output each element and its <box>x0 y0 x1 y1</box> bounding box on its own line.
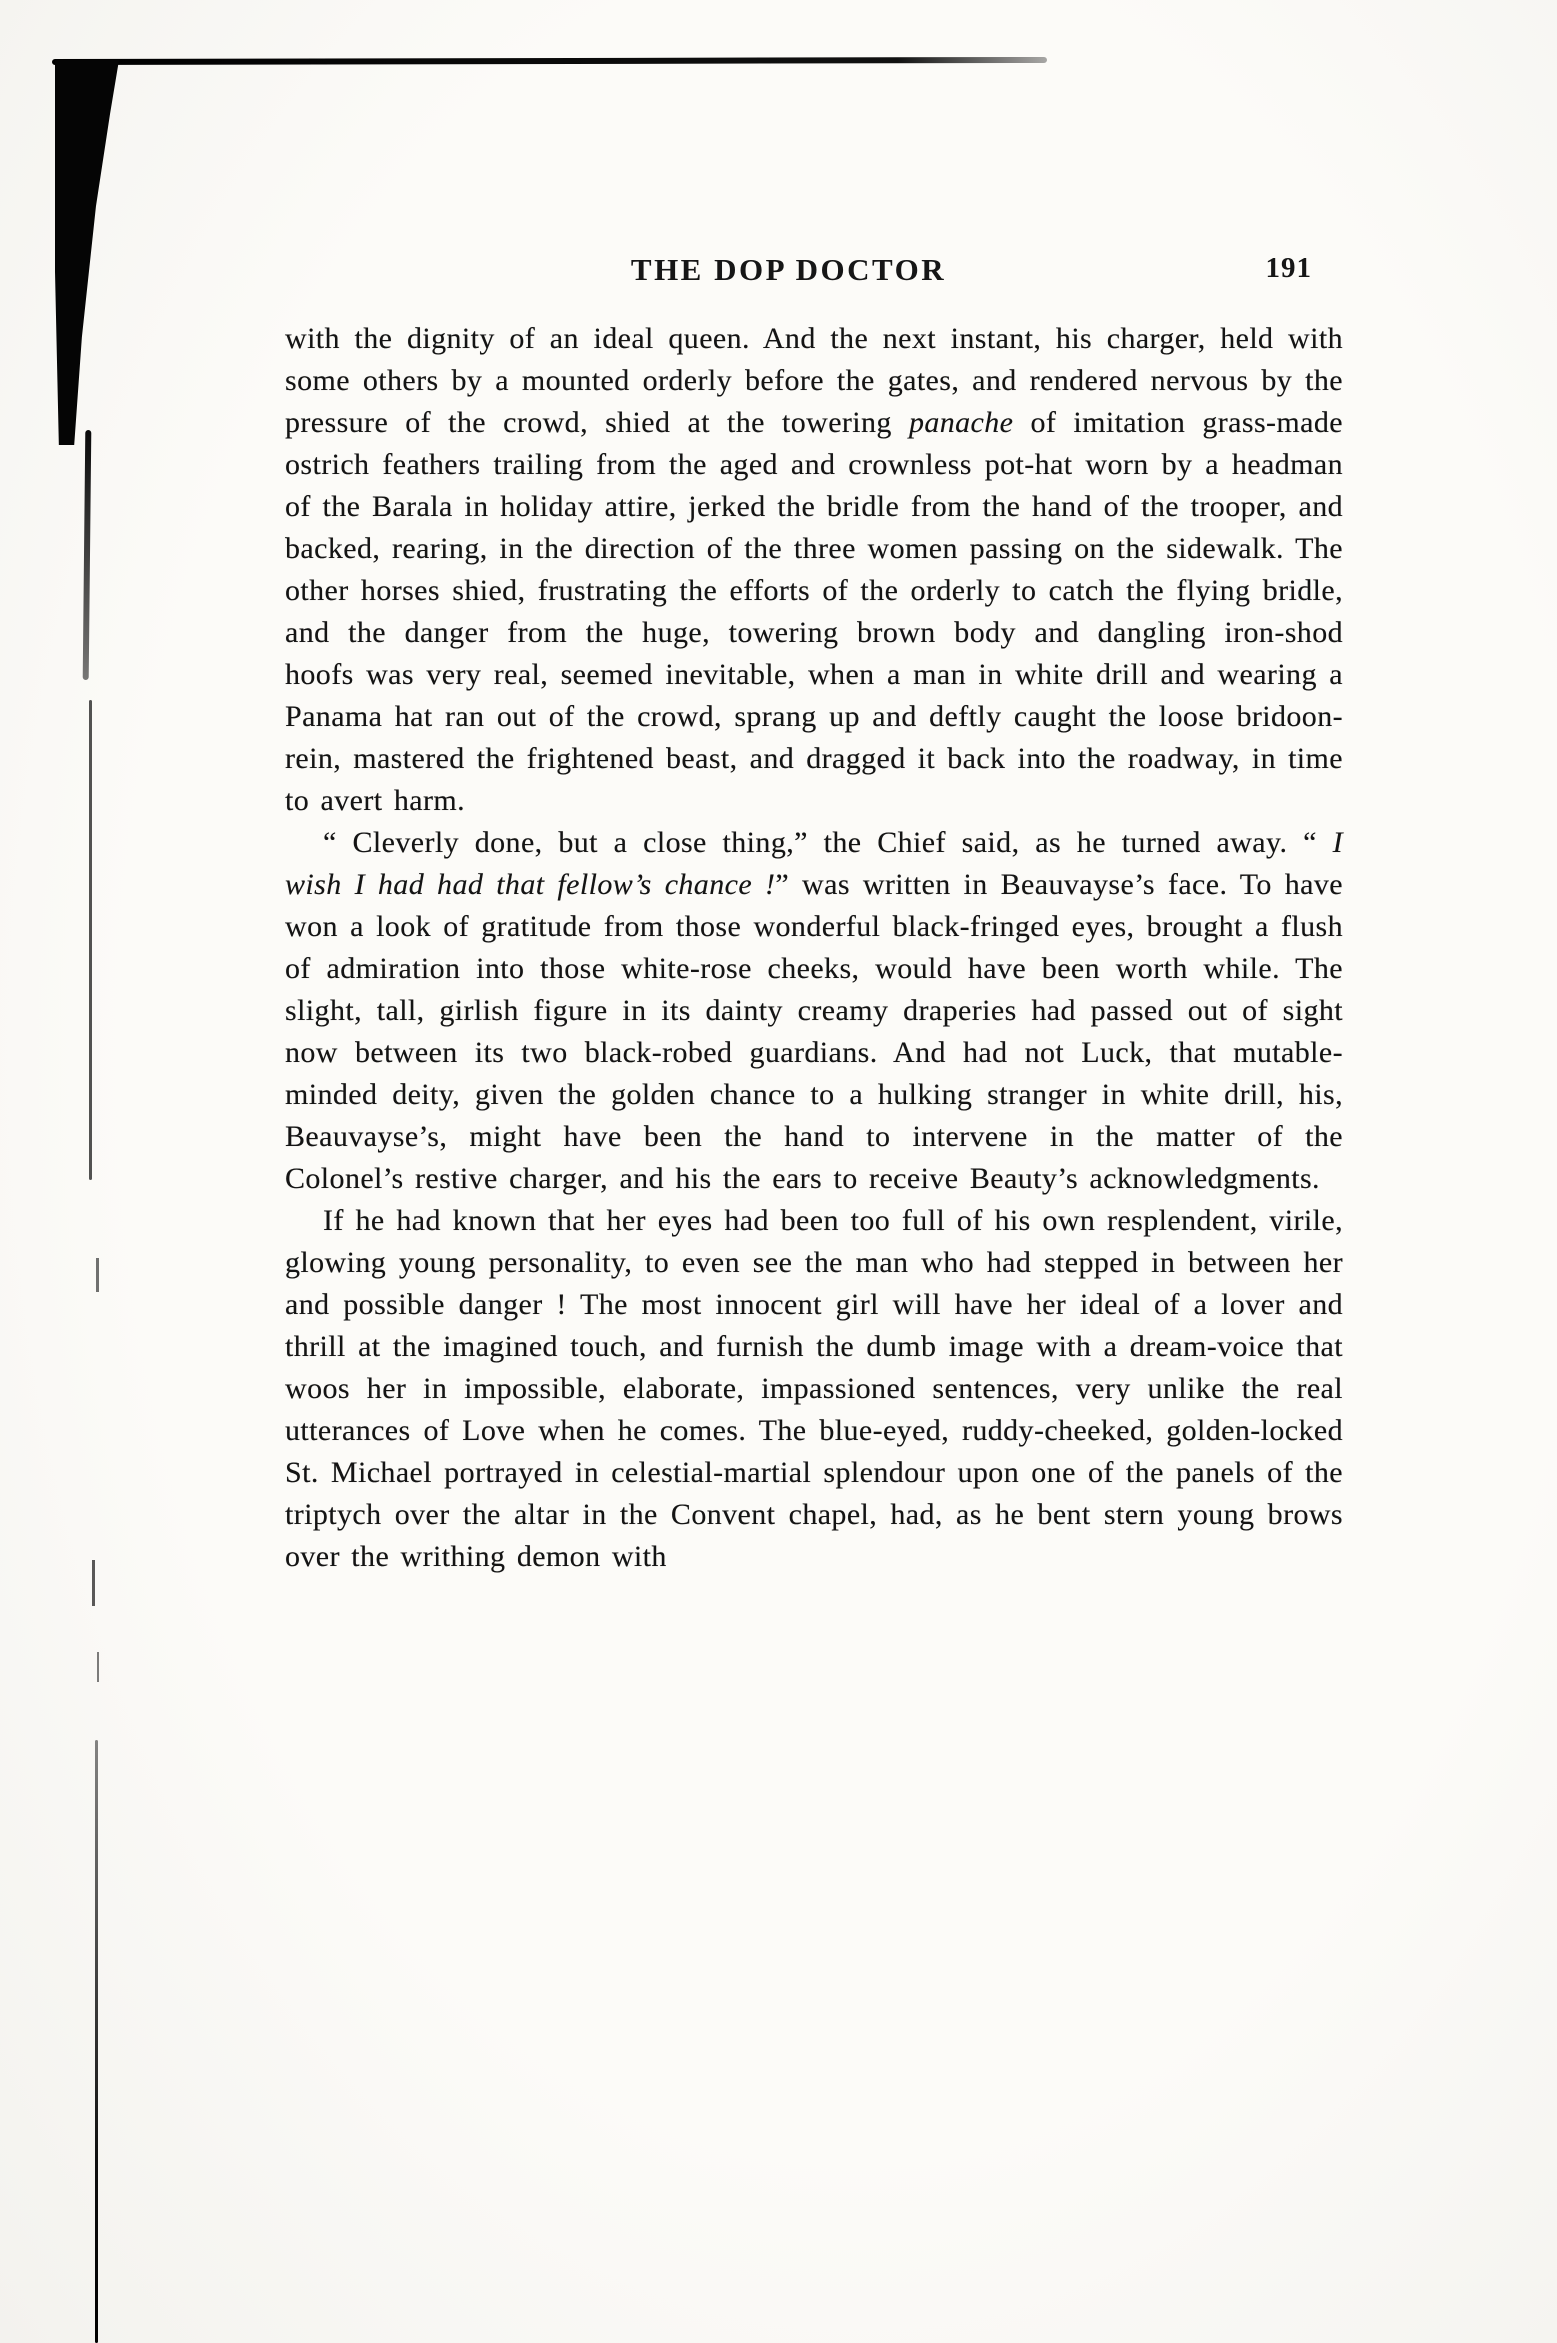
italic-text-segment: panache <box>908 406 1014 439</box>
scan-artifact-left-line <box>89 700 92 1180</box>
paragraph <box>285 318 1343 822</box>
page-number: 191 <box>1265 252 1312 284</box>
paragraph <box>285 822 1343 1200</box>
italic-text-segment: I wish I had had that fellow’s chance ! <box>285 826 1343 901</box>
page-header <box>285 252 1340 296</box>
scan-artifact-mark <box>97 1652 99 1682</box>
text-segment: If he had known that her eyes had been too full of his own resplendent, virile, glowing young personality, to even see the man who had stepped in between her and possible danger ! The most innocent girl will have her ideal of a lover and thrill at the imagined touch, and furnish the dumb image with a dream-voice that woos her in impossible, elaborate, impassioned sentences, very unlike the real utterances of Love when he comes. The blue-eyed, ruddy-cheeked, golden-locked St. Michael portrayed in celestial-martial splendour upon one of the panels of the triptych over the altar in the Convent chapel, had, as he bent stern young brows over the writhing demon with <box>285 1204 1343 1573</box>
page-body <box>285 318 1343 1578</box>
scan-artifact-mark <box>96 1258 99 1292</box>
scan-artifact-top-edge <box>52 57 1047 65</box>
scan-artifact-left-line <box>95 1740 98 2343</box>
text-segment: of imitation grass-made ostrich feathers trailing from the aged and crownless pot-hat worn by a headman of the Barala in holiday attire, jerked the bridle from the hand of the trooper, and backed, rearing, in the direction of the three women passing on the sidewalk. The other horses shied, frustrating the efforts of the orderly to catch the flying bridle, and the danger from the huge, towering brown body and dangling iron-shod hoofs was very real, seemed inevitable, when a man in white drill and wearing a Panama hat ran out of the crowd, sprang up and deftly caught the loose bridoon-rein, mastered the frightened beast, and dragged it back into the roadway, in time to avert harm. <box>285 406 1343 817</box>
text-segment: ” was written in Beauvayse’s face. To have won a look of gratitude from those wonderful black-fringed eyes, brought a flush of admiration into those white-rose cheeks, would have been worth while. The slight, tall, girlish figure in its dainty creamy draperies had passed out of sight now between its two black-robed guardians. And had not Luck, that mutable-minded deity, given the golden chance to a hulking stranger in white drill, his, Beauvayse’s, might have been the hand to intervene in the matter of the Colonel’s restive charger, and his the ears to receive Beauty’s acknowledgments. <box>285 868 1343 1195</box>
text-segment: with the dignity of an ideal queen. And the next instant, his charger, held with some others by a mounted orderly before the gates, and rendered nervous by the pressure of the crowd, shied at the towering <box>285 322 1343 439</box>
scan-artifact-mark <box>92 1560 95 1606</box>
scan-artifact-left-line <box>83 430 92 680</box>
text-segment: “ Cleverly done, but a close thing,” the Chief said, as he turned away. “ <box>323 826 1333 859</box>
scan-artifact-corner-blot <box>55 60 119 445</box>
running-title: THE DOP DOCTOR <box>630 252 947 287</box>
paragraph <box>285 1200 1343 1578</box>
